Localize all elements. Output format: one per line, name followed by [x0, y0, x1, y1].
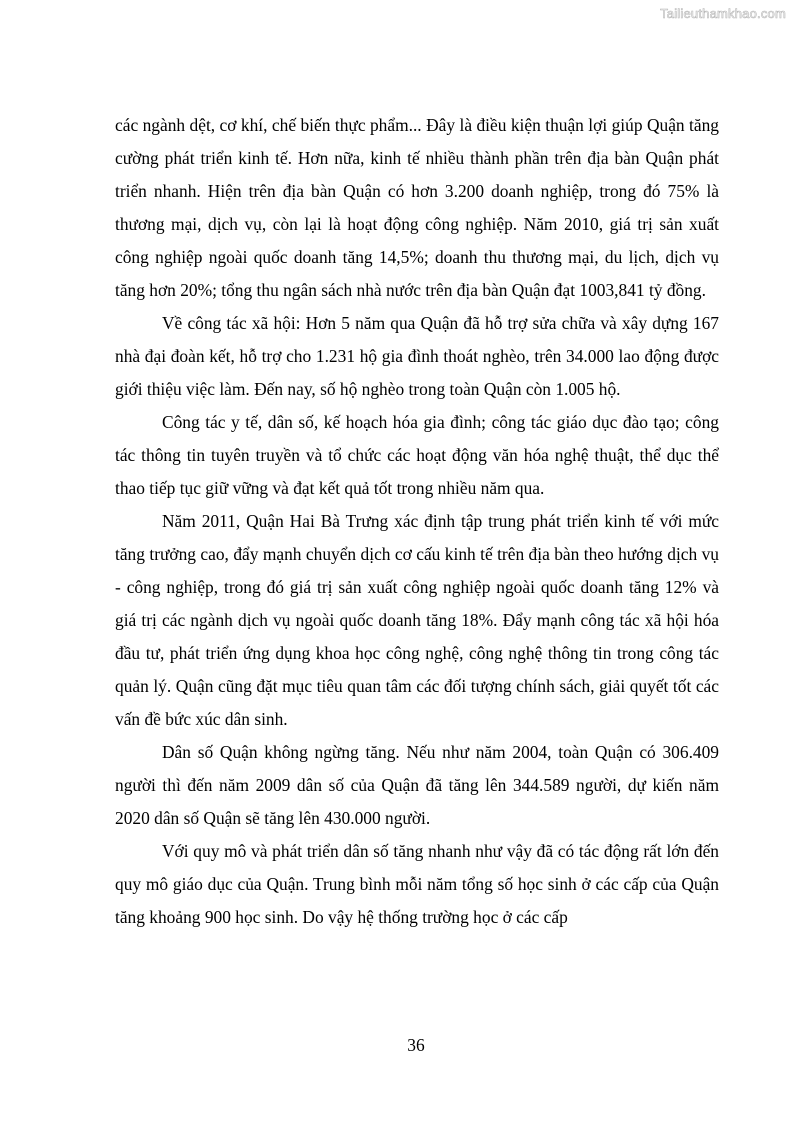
page-number: 36	[407, 1035, 425, 1055]
watermark-text: Tailieuthamkhao.com	[660, 6, 786, 21]
paragraph-social-work: Về công tác xã hội: Hơn 5 năm qua Quận đã hỗ trợ sửa chữa và xây dựng 167 nhà đại đoàn kết, hỗ trợ cho 1.231 hộ gia đình thoát nghèo, trên 34.000 lao động được giới thiệu việc làm. Đến nay, số hộ nghèo trong toàn Quận còn 1.005 hộ.	[115, 313, 719, 399]
document-body	[115, 109, 719, 934]
paragraph-health-education: Công tác y tế, dân số, kế hoạch hóa gia đình; công tác giáo dục đào tạo; công tác thông tin tuyên truyền và tổ chức các hoạt động văn hóa nghệ thuật, thể dục thể thao tiếp tục giữ vững và đạt kết quả tốt trong nhiều năm qua.	[115, 412, 719, 498]
paragraph-education-scale: Với quy mô và phát triển dân số tăng nhanh như vậy đã có tác động rất lớn đến quy mô giáo dục của Quận. Trung bình mỗi năm tổng số học sinh ở các cấp của Quận tăng khoảng 900 học sinh. Do vậy hệ thống trường học ở các cấp	[115, 841, 719, 927]
paragraph-2011-plan: Năm 2011, Quận Hai Bà Trưng xác định tập trung phát triển kinh tế với mức tăng trưởng cao, đẩy mạnh chuyển dịch cơ cấu kinh tế trên địa bàn theo hướng dịch vụ - công nghiệp, trong đó giá trị sản xuất công nghiệp ngoài quốc doanh tăng 12% và giá trị các ngành dịch vụ ngoài quốc doanh tăng 18%. Đẩy mạnh công tác xã hội hóa đầu tư, phát triển ứng dụng khoa học công nghệ, công nghệ thông tin trong công tác quản lý. Quận cũng đặt mục tiêu quan tâm các đối tượng chính sách, giải quyết tốt các vấn đề bức xúc dân sinh.	[115, 511, 719, 729]
paragraph-population: Dân số Quận không ngừng tăng. Nếu như năm 2004, toàn Quận có 306.409 người thì đến năm 2009 dân số của Quận đã tăng lên 344.589 người, dự kiến năm 2020 dân số Quận sẽ tăng lên 430.000 người.	[115, 742, 719, 828]
paragraph-continuation: các ngành dệt, cơ khí, chế biến thực phẩm... Đây là điều kiện thuận lợi giúp Quận tăng cường phát triển kinh tế. Hơn nữa, kinh tế nhiều thành phần trên địa bàn Quận phát triển nhanh. Hiện trên địa bàn Quận có hơn 3.200 doanh nghiệp, trong đó 75% là thương mại, dịch vụ, còn lại là hoạt động công nghiệp. Năm 2010, giá trị sản xuất công nghiệp ngoài quốc doanh tăng 14,5%; doanh thu thương mại, du lịch, dịch vụ tăng hơn 20%; tổng thu ngân sách nhà nước trên địa bàn Quận đạt 1003,841 tỷ đồng.	[115, 115, 719, 300]
